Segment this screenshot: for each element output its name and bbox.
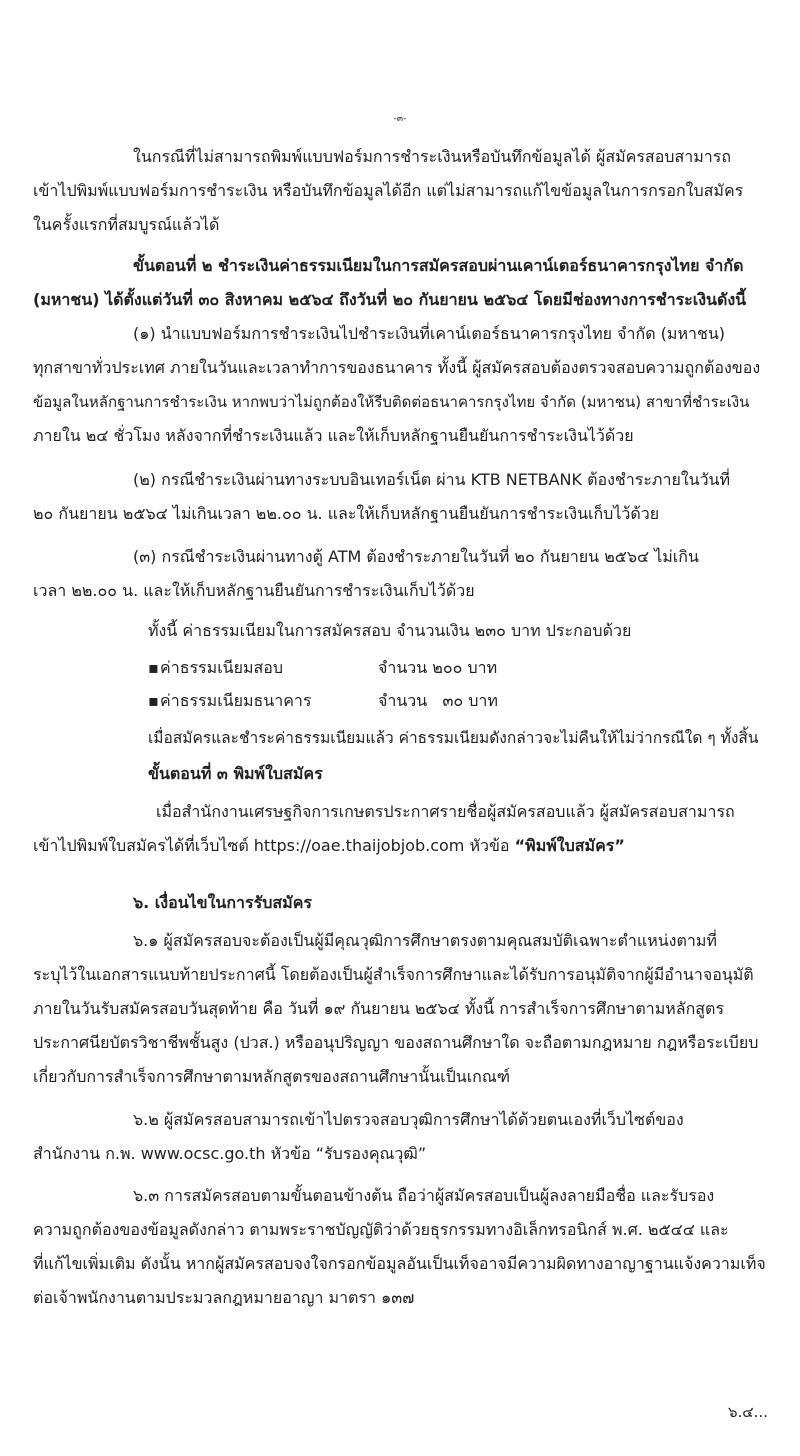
section6-2-line-2: สำนักงาน ก.พ. www.ocsc.go.th หัวข้อ “รับรองคุณวุฒิ” bbox=[33, 1144, 427, 1163]
print-application-link-text: “พิมพ์ใบสมัคร” bbox=[514, 836, 625, 855]
section6-3-line-3: ที่แก้ไขเพิ่มเติม ดังนั้น หากผู้สมัครสอบจงใจกรอกข้อมูลอันเป็นเท็จอาจมีความผิดทางอาญาฐานแจ้งความเท็จ bbox=[33, 1254, 766, 1273]
section6-heading: ๖. เงื่อนไขในการรับสมัคร bbox=[133, 893, 312, 912]
fee-intro: ทั้งนี้ ค่าธรรมเนียมในการสมัครสอบ จำนวนเงิน ๒๓๐ บาท ประกอบด้วย bbox=[148, 621, 632, 640]
section6-1-line-5: เกี่ยวกับการสำเร็จการศึกษาตามหลักสูตรของสถานศึกษานั้นเป็นเกณฑ์ bbox=[33, 1067, 510, 1086]
step2-item1-line-4: ภายใน ๒๔ ชั่วโมง หลังจากที่ชำระเงินแล้ว และให้เก็บหลักฐานยืนยันการชำระเงินไว้ด้วย bbox=[33, 426, 634, 445]
step2-item1-line-1: (๑) นำแบบฟอร์มการชำระเงินไปชำระเงินที่เคาน์เตอร์ธนาคารกรุงไทย จำกัด (มหาชน) bbox=[133, 324, 726, 343]
fee-bank-label: ค่าธรรมเนียมธนาคาร bbox=[160, 691, 312, 710]
fee-bullet-icon: ▪ bbox=[148, 691, 159, 710]
section6-1-line-4: ประกาศนียบัตรวิชาชีพชั้นสูง (ปวส.) หรืออนุปริญญา ของสถานศึกษาใด จะถือตามกฎหมาย กฎหรือระเบียบ bbox=[33, 1033, 759, 1052]
step2-item1-line-3: ข้อมูลในหลักฐานการชำระเงิน หากพบว่าไม่ถูกต้องให้รีบติดต่อธนาคารกรุงไทย จำกัด (มหาชน) สาขาที่ชำระเงิน bbox=[33, 393, 750, 411]
page-number: -๓- bbox=[393, 114, 407, 124]
step3-heading: ขั้นตอนที่ ๓ พิมพ์ใบสมัคร bbox=[148, 764, 323, 783]
step3-line-2 bbox=[33, 835, 625, 857]
step2-item3-line-1: (๓) กรณีชำระเงินผ่านทางตู้ ATM ต้องชำระภายในวันที่ ๒๐ กันยายน ๒๕๖๔ ไม่เกิน bbox=[133, 547, 699, 566]
intro-line-1: ในกรณีที่ไม่สามารถพิมพ์แบบฟอร์มการชำระเงินหรือบันทึกข้อมูลได้ ผู้สมัครสอบสามารถ bbox=[133, 147, 732, 166]
fee-exam-label: ค่าธรรมเนียมสอบ bbox=[160, 658, 284, 677]
step3-line-1: เมื่อสำนักงานเศรษฐกิจการเกษตรประกาศรายชื่อผู้สมัครสอบแล้ว ผู้สมัครสอบสามารถ bbox=[156, 802, 735, 821]
step2-item1-line-2: ทุกสาขาทั่วประเทศ ภายในวันและเวลาทำการของธนาคาร ทั้งนี้ ผู้สมัครสอบต้องตรวจสอบความถูกต้องของ bbox=[33, 358, 761, 377]
section6-1-line-1: ๖.๑ ผู้สมัครสอบจะต้องเป็นผู้มีคุณวุฒิการศึกษาตรงตามคุณสมบัติเฉพาะตำแหน่งตามที่ bbox=[133, 931, 717, 950]
section6-1-line-3: ภายในวันรับสมัครสอบวันสุดท้าย คือ วันที่ ๑๙ กันยายน ๒๕๖๔ ทั้งนี้ การสำเร็จการศึกษาตามหลักสูตร bbox=[33, 999, 725, 1018]
no-refund-note: เมื่อสมัครและชำระค่าธรรมเนียมแล้ว ค่าธรรมเนียมดังกล่าวจะไม่คืนให้ไม่ว่ากรณีใด ๆ ทั้งสิ้น bbox=[148, 729, 759, 747]
step2-item2-line-2: ๒๐ กันยายน ๒๕๖๔ ไม่เกินเวลา ๒๒.๐๐ น. และให้เก็บหลักฐานยืนยันการชำระเงินเก็บไว้ด้วย bbox=[33, 504, 660, 523]
section6-1-line-2: ระบุไว้ในเอกสารแนบท้ายประกาศนี้ โดยต้องเป็นผู้สำเร็จการศึกษาและได้รับการอนุมัติจากผู้มีอำนาจอนุมัติ bbox=[33, 965, 754, 984]
fee-exam-amount: จำนวน ๒๐๐ บาท bbox=[378, 658, 498, 677]
step2-item2-line-1: (๒) กรณีชำระเงินผ่านทางระบบอินเทอร์เน็ต ผ่าน KTB NETBANK ต้องชำระภายในวันที่ bbox=[133, 470, 731, 489]
section6-3-line-2: ความถูกต้องของข้อมูลดังกล่าว ตามพระราชบัญญัติว่าด้วยธุรกรรมทางอิเล็กทรอนิกส์ พ.ศ. ๒๕๔๔ และ bbox=[33, 1220, 729, 1239]
intro-line-3: ในครั้งแรกที่สมบูรณ์แล้วได้ bbox=[33, 215, 220, 234]
step2-heading-line-2: (มหาชน) ได้ตั้งแต่วันที่ ๓๐ สิงหาคม ๒๕๖๔ ถึงวันที่ ๒๐ กันยายน ๒๕๖๔ โดยมีช่องทางการชำระเงินดังนี้ bbox=[33, 290, 747, 309]
intro-line-2: เข้าไปพิมพ์แบบฟอร์มการชำระเงิน หรือบันทึกข้อมูลได้อีก แต่ไม่สามารถแก้ไขข้อมูลในการกรอกใบสมัคร bbox=[33, 181, 744, 200]
continuation-marker: ๖.๔... bbox=[728, 1403, 768, 1421]
step3-line-2-text: เข้าไปพิมพ์ใบสมัครได้ที่เว็บไซต์ https://oae.thaijobjob.com หัวข้อ bbox=[33, 836, 515, 855]
section6-3-line-1: ๖.๓ การสมัครสอบตามขั้นตอนข้างต้น ถือว่าผู้สมัครสอบเป็นผู้ลงลายมือชื่อ และรับรอง bbox=[133, 1186, 715, 1205]
fee-bullet-icon: ▪ bbox=[148, 658, 159, 677]
step2-item3-line-2: เวลา ๒๒.๐๐ น. และให้เก็บหลักฐานยืนยันการชำระเงินเก็บไว้ด้วย bbox=[33, 581, 475, 600]
section6-3-line-4: ต่อเจ้าพนักงานตามประมวลกฎหมายอาญา มาตรา ๑๓๗ bbox=[33, 1288, 415, 1307]
fee-bank-amount: จำนวน ๓๐ บาท bbox=[378, 691, 498, 710]
section6-2-line-1: ๖.๒ ผู้สมัครสอบสามารถเข้าไปตรวจสอบวุฒิการศึกษาได้ด้วยตนเองที่เว็บไซต์ของ bbox=[133, 1110, 684, 1129]
step2-heading-line-1: ขั้นตอนที่ ๒ ชำระเงินค่าธรรมเนียมในการสมัครสอบผ่านเคาน์เตอร์ธนาคารกรุงไทย จำกัด bbox=[133, 256, 744, 275]
